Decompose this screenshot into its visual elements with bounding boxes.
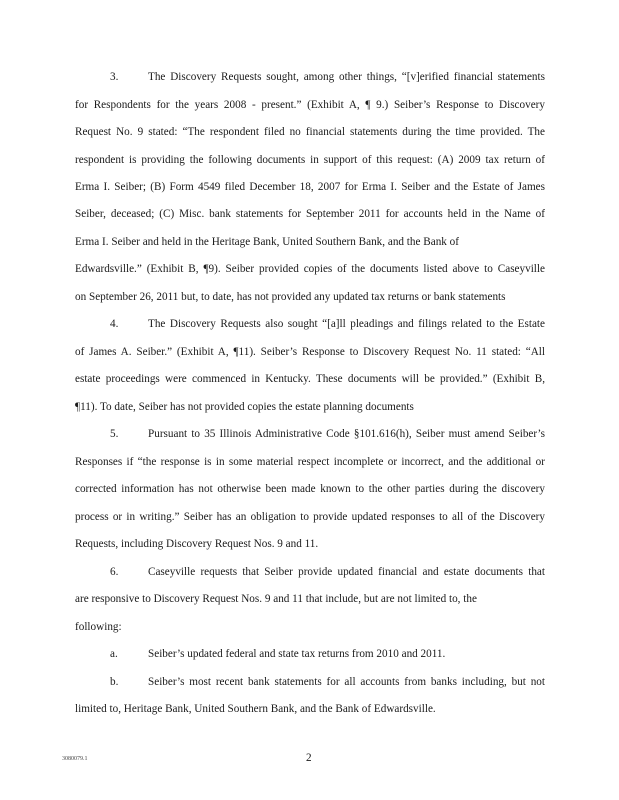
paragraph-line: of James A. Seiber.” (Exhibit A, ¶11). Seiber’s Response to Discovery Request No. 11 stated: “All: [75, 346, 545, 358]
paragraph-line: Erma I. Seiber; (B) Form 4549 filed December 18, 2007 for Erma I. Seiber and the Estate of James: [75, 181, 545, 193]
paragraph-line: Erma I. Seiber and held in the Heritage Bank, United Southern Bank, and the Bank of: [75, 236, 460, 248]
document-id: 3080079.1: [62, 756, 88, 762]
paragraph-line: for Respondents for the years 2008 - present.” (Exhibit A, ¶ 9.) Seiber’s Response to Discovery: [75, 99, 545, 111]
paragraph-line: estate proceedings were commenced in Kentucky. These documents will be provided.” (Exhibit B,: [75, 373, 545, 385]
paragraph-line: Seiber, deceased; (C) Misc. bank statements for September 2011 for accounts held in the Name of: [75, 208, 545, 220]
subitem-line: Seiber’s most recent bank statements for all accounts from banks including, but not: [148, 676, 545, 688]
paragraph-line: following:: [75, 621, 122, 633]
paragraph-number: 6.: [110, 566, 119, 578]
paragraph-number: 3.: [110, 71, 119, 83]
paragraph-number: 5.: [110, 428, 119, 440]
paragraph-line: The Discovery Requests also sought “[a]ll pleadings and filings related to the Estate: [148, 318, 545, 330]
paragraph-line: corrected information has not otherwise been made known to the other parties during the discovery: [75, 483, 545, 495]
paragraph-line: ¶11). To date, Seiber has not provided copies the estate planning documents: [75, 401, 414, 413]
paragraph-line: Responses if “the response is in some material respect incomplete or incorrect, and the additional or: [75, 456, 545, 468]
subitem-line: limited to, Heritage Bank, United Southern Bank, and the Bank of Edwardsville.: [75, 703, 436, 715]
paragraph-line: Edwardsville.” (Exhibit B, ¶9). Seiber provided copies of the documents listed above to Caseyville: [75, 263, 545, 275]
paragraph-line: Request No. 9 stated: “The respondent filed no financial statements during the time provided. The: [75, 126, 545, 138]
paragraph-line: are responsive to Discovery Request Nos. 9 and 11 that include, but are not limited to, the: [75, 593, 477, 605]
paragraph-number: 4.: [110, 318, 119, 330]
paragraph-line: Pursuant to 35 Illinois Administrative Code §101.616(h), Seiber must amend Seiber’s: [148, 428, 545, 440]
paragraph-line: Requests, including Discovery Request Nos. 9 and 11.: [75, 538, 319, 550]
paragraph-line: process or in writing.” Seiber has an obligation to provide updated responses to all of the Discovery: [75, 511, 545, 523]
paragraph-line: The Discovery Requests sought, among other things, “[v]erified financial statements: [148, 71, 545, 83]
subitem-letter: b.: [110, 676, 119, 688]
page-number: 2: [306, 752, 312, 764]
subitem-letter: a.: [110, 648, 118, 660]
paragraph-line: respondent is providing the following documents in support of this request: (A) 2009 tax return of: [75, 154, 545, 166]
paragraph-line: Caseyville requests that Seiber provide updated financial and estate documents that: [148, 566, 545, 578]
subitem-line: Seiber’s updated federal and state tax returns from 2010 and 2011.: [148, 648, 446, 660]
paragraph-line: on September 26, 2011 but, to date, has not provided any updated tax returns or bank statements: [75, 291, 506, 303]
